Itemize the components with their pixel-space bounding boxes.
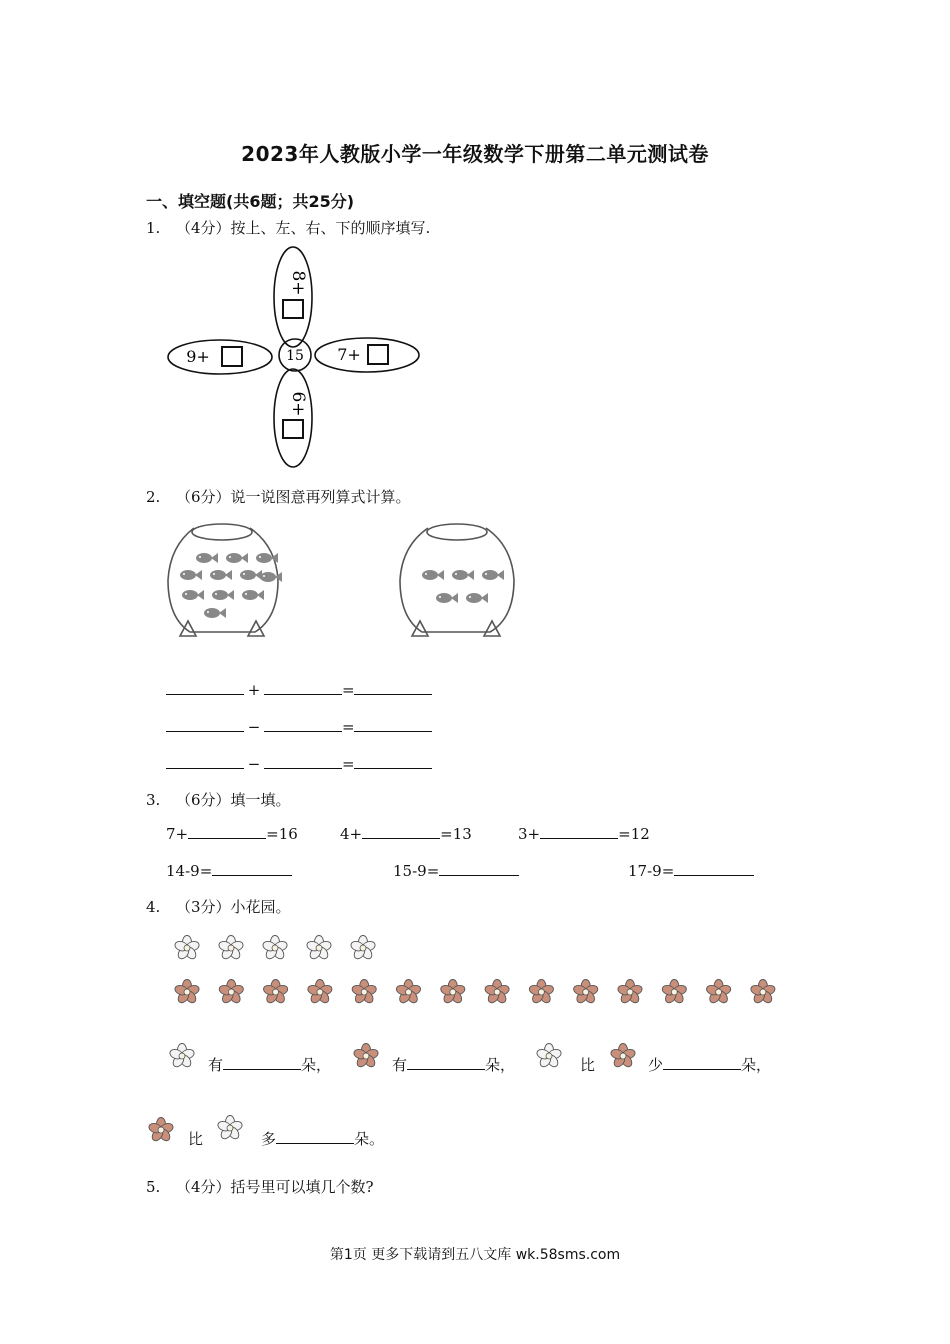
answer-blank[interactable]	[362, 824, 440, 839]
left-petal	[168, 340, 272, 374]
pink-flower-icon	[572, 980, 599, 1005]
answer-blank[interactable]	[188, 824, 266, 839]
question-number: 3.	[146, 791, 161, 809]
question-5	[146, 1176, 374, 1197]
answer-blank[interactable]	[354, 680, 432, 695]
question-number: 4.	[146, 898, 161, 916]
fill-item-f	[628, 861, 754, 880]
fill-item-a	[166, 824, 298, 843]
fill-prefix: 3+	[518, 825, 541, 843]
label-you: 有	[392, 1056, 408, 1074]
question-number: 2.	[146, 488, 161, 506]
white-flower-icon	[216, 1114, 244, 1142]
pink-flower-icon	[528, 980, 555, 1005]
fill-item-b	[340, 824, 472, 843]
label-duo-end: 朵。	[354, 1130, 385, 1148]
pink-flower-icon	[484, 980, 511, 1005]
question-2	[146, 486, 411, 507]
fish-icon	[482, 570, 504, 580]
equation-row-3	[166, 754, 432, 773]
section-heading: 一、填空题(共6题；共25分)	[146, 192, 355, 211]
compare-white-count	[208, 1054, 331, 1075]
pink-flower-icon	[262, 980, 289, 1005]
question-3	[146, 789, 291, 810]
answer-blank[interactable]	[212, 861, 292, 876]
equation-row-2	[166, 717, 432, 736]
pink-flower-icon	[609, 1042, 637, 1070]
fish-icon	[210, 570, 232, 580]
white-flower-icon	[262, 936, 289, 961]
answer-blank[interactable]	[354, 754, 432, 769]
operator-minus: −	[247, 718, 261, 736]
answer-box-top[interactable]	[283, 300, 303, 318]
white-flower-row	[174, 936, 377, 961]
addition-flower-diagram	[165, 245, 425, 470]
center-number: 15	[286, 348, 304, 364]
fill-suffix: =16	[266, 825, 298, 843]
answer-blank[interactable]	[663, 1055, 741, 1070]
pink-flower-icon	[440, 980, 467, 1005]
operator-minus: −	[247, 755, 261, 773]
compare-bi: 比	[188, 1130, 204, 1148]
answer-blank[interactable]	[540, 824, 618, 839]
answer-blank[interactable]	[223, 1055, 301, 1070]
fill-prefix: 14-9=	[166, 862, 213, 880]
white-flower-icon	[535, 1042, 563, 1070]
fill-prefix: 7+	[166, 825, 189, 843]
fish-icon	[180, 570, 202, 580]
fill-item-e	[393, 861, 519, 880]
page-title: 2023年人教版小学一年级数学下册第二单元测试卷	[241, 142, 709, 166]
pink-flower-icon	[352, 1042, 380, 1070]
fish-bowl-right	[392, 518, 522, 643]
white-flower-icon	[218, 936, 245, 961]
label-more: 多	[261, 1130, 277, 1148]
question-4	[146, 896, 291, 917]
pink-flower-icon	[750, 980, 777, 1005]
fill-prefix: 17-9=	[628, 862, 675, 880]
bottom-expression: 6+	[288, 391, 308, 417]
fill-item-d	[166, 861, 292, 880]
answer-blank[interactable]	[407, 1055, 485, 1070]
white-flower-icon	[306, 936, 333, 961]
pink-flower-icon	[174, 980, 201, 1005]
answer-blank[interactable]	[166, 680, 244, 695]
answer-box-bottom[interactable]	[283, 420, 303, 438]
answer-blank[interactable]	[264, 754, 342, 769]
fish-icon	[226, 553, 248, 563]
fill-suffix: =12	[618, 825, 650, 843]
answer-blank[interactable]	[264, 680, 342, 695]
question-text: （6分）说一说图意再列算式计算。	[176, 488, 411, 506]
fish-icon	[436, 593, 458, 603]
answer-box-left[interactable]	[222, 347, 242, 366]
label-duo: 朵，	[741, 1056, 772, 1074]
question-text: （3分）小花园。	[176, 898, 291, 916]
compare-bi: 比	[580, 1056, 596, 1074]
fish-icon	[204, 608, 226, 618]
answer-blank[interactable]	[674, 861, 754, 876]
fish-group	[180, 553, 282, 618]
answer-blank[interactable]	[276, 1129, 354, 1144]
equation-row-1	[166, 680, 432, 699]
fish-icon	[196, 553, 218, 563]
pink-flower-row	[174, 980, 776, 1005]
answer-box-right[interactable]	[368, 345, 388, 364]
pink-flower-icon	[307, 980, 334, 1005]
label-duo: 朵，	[301, 1056, 332, 1074]
fish-icon	[452, 570, 474, 580]
page-footer: 第1页 更多下载请到五八文库 wk.58sms.com	[329, 1247, 621, 1263]
pink-flower-icon	[395, 980, 422, 1005]
label-you: 有	[208, 1056, 224, 1074]
answer-blank[interactable]	[264, 717, 342, 732]
label-fewer: 少	[648, 1056, 664, 1074]
fish-icon	[466, 593, 488, 603]
question-text: （4分）按上、左、右、下的顺序填写.	[176, 219, 431, 237]
equals-sign: =	[342, 755, 355, 773]
fish-icon	[242, 590, 264, 600]
fish-group	[422, 570, 504, 603]
pink-flower-icon	[617, 980, 644, 1005]
label-duo: 朵，	[485, 1056, 516, 1074]
fill-item-c	[518, 824, 650, 843]
flower-garden	[160, 930, 800, 1010]
question-number: 5.	[146, 1178, 161, 1196]
fill-prefix: 15-9=	[393, 862, 440, 880]
equals-sign: =	[342, 718, 355, 736]
answer-blank[interactable]	[439, 861, 519, 876]
fish-icon	[422, 570, 444, 580]
top-petal	[274, 247, 312, 347]
answer-blank[interactable]	[354, 717, 432, 732]
fill-prefix: 4+	[340, 825, 363, 843]
pink-flower-icon	[661, 980, 688, 1005]
bottom-petal	[274, 369, 312, 467]
compare-pink-count	[392, 1054, 515, 1075]
fish-icon	[182, 590, 204, 600]
white-flower-icon	[174, 936, 201, 961]
question-1	[146, 217, 430, 238]
white-flower-icon	[350, 936, 377, 961]
compare-fewer	[648, 1054, 771, 1075]
operator-plus: +	[247, 681, 261, 699]
pink-flower-icon	[147, 1116, 175, 1144]
question-text: （4分）括号里可以填几个数?	[176, 1178, 374, 1196]
fish-bowl-left	[160, 518, 285, 643]
fish-icon	[212, 590, 234, 600]
white-flower-icon	[168, 1042, 196, 1070]
equals-sign: =	[342, 681, 355, 699]
question-number: 1.	[146, 219, 161, 237]
pink-flower-icon	[351, 980, 378, 1005]
pink-flower-icon	[218, 980, 245, 1005]
right-expression: 7+	[337, 345, 361, 364]
fish-icon	[240, 570, 262, 580]
compare-more	[261, 1128, 384, 1149]
fill-suffix: =13	[440, 825, 472, 843]
answer-blank[interactable]	[166, 754, 244, 769]
pink-flower-icon	[705, 980, 732, 1005]
question-text: （6分）填一填。	[176, 791, 291, 809]
answer-blank[interactable]	[166, 717, 244, 732]
left-expression: 9+	[186, 347, 210, 366]
top-expression: 8+	[288, 270, 308, 296]
